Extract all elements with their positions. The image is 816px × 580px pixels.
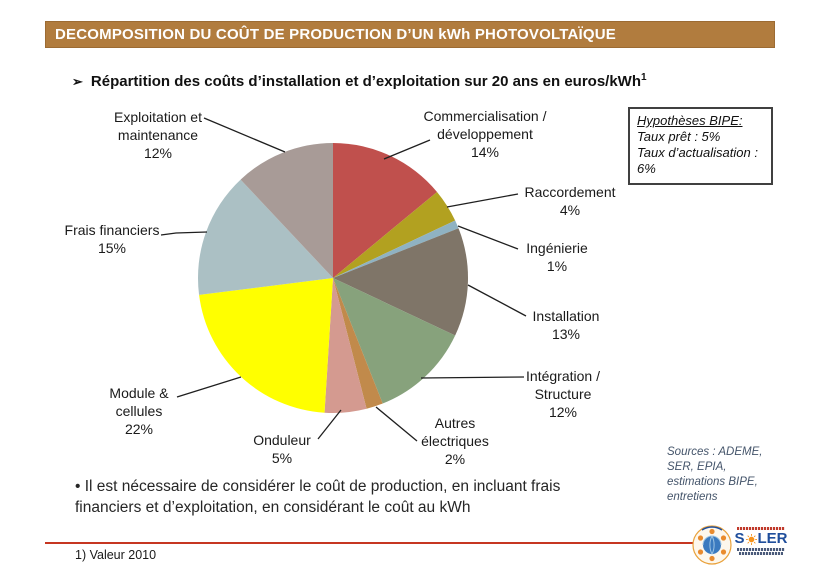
- pie-label-pct: 4%: [559, 202, 581, 218]
- pie-label-pct: 2%: [444, 451, 466, 467]
- pie-label-text: Intégration / Structure: [526, 368, 600, 402]
- footer-divider: [45, 542, 693, 544]
- soler-logo-subline: [737, 548, 785, 551]
- pie-label-text: Ingénierie: [526, 240, 588, 256]
- note-line: • Il est nécessaire de considérer le coût de production, en incluant frais: [75, 478, 561, 495]
- pie-label-pct: 14%: [470, 144, 500, 160]
- arrow-bullet-icon: ➢: [72, 74, 83, 89]
- note-line: financiers et d’exploitation, en considérant le coût au kWh: [75, 499, 471, 516]
- soler-text-post: LER: [757, 530, 788, 547]
- pie-label-text: Raccordement: [524, 184, 616, 200]
- soler-text-pre: S: [734, 530, 745, 547]
- pie-label-installation: [511, 307, 621, 343]
- pie-label-raccordement: [510, 183, 630, 219]
- page-title: DECOMPOSITION DU COÛT DE PRODUCTION D’UN kWh PHOTOVOLTAÏQUE: [55, 26, 616, 43]
- sources-line: Sources : ADEME,: [667, 446, 763, 458]
- pie-label-text: Exploitation et maintenance: [114, 109, 202, 143]
- soler-logo: [735, 524, 787, 555]
- hypotheses-line: 6%: [637, 161, 656, 176]
- hypotheses-box: [628, 107, 773, 185]
- logos: [692, 524, 787, 566]
- pie-label-text: Commercialisation / développement: [423, 108, 547, 142]
- pie-label-commercialisation: [410, 107, 560, 161]
- hypotheses-line: Taux d’actualisation :: [637, 145, 758, 160]
- pie-label-text: Module & cellules: [109, 385, 169, 419]
- pie-label-exploitation: [103, 108, 213, 162]
- leader-line-module: [177, 377, 241, 397]
- pie-label-text: Autres électriques: [421, 415, 489, 449]
- pie-label-text: Onduleur: [253, 432, 311, 448]
- sources-line: SER, EPIA,: [667, 461, 727, 473]
- leader-line-integration: [421, 377, 524, 378]
- pie-label-frais: [47, 221, 177, 257]
- sources-note: [667, 445, 785, 505]
- pie-label-text: Installation: [532, 308, 600, 324]
- sun-icon: [746, 534, 757, 545]
- pie-label-pct: 15%: [97, 240, 127, 256]
- leader-line-exploitation: [204, 118, 285, 152]
- leader-line-autres: [376, 407, 417, 441]
- footnote: 1) Valeur 2010: [75, 548, 157, 562]
- conclusion-note: [75, 476, 655, 518]
- soler-logo-wordmark: [735, 531, 788, 547]
- pie-label-pct: 12%: [143, 145, 173, 161]
- pie-label-ingenierie: [507, 239, 607, 275]
- pie-label-pct: 5%: [271, 450, 293, 466]
- globe-logo-icon: [692, 524, 732, 566]
- pie-label-autres: [415, 414, 495, 468]
- pie-label-pct: 12%: [548, 404, 578, 420]
- pie-slices: [198, 143, 468, 413]
- sources-line: entretiens: [667, 491, 718, 503]
- sources-line: estimations BIPE,: [667, 476, 758, 488]
- subtitle-superscript: 1: [641, 72, 647, 83]
- pie-label-pct: 22%: [124, 421, 154, 437]
- soler-logo-subline: [739, 552, 783, 555]
- hypotheses-heading: Hypothèses BIPE:: [637, 113, 743, 128]
- pie-label-integration: [519, 367, 607, 421]
- subtitle-text: Répartition des coûts d’installation et d’exploitation sur 20 ans en euros/kWh: [90, 73, 641, 90]
- pie-label-onduleur: [237, 431, 327, 467]
- hypotheses-line: Taux prêt : 5%: [637, 129, 721, 144]
- pie-label-text: Frais financiers: [64, 222, 160, 238]
- pie-label-pct: 13%: [551, 326, 581, 342]
- pie-label-pct: 1%: [546, 258, 568, 274]
- pie-slice-7: [199, 278, 333, 413]
- leader-line-raccordement: [447, 194, 518, 207]
- pie-label-module: [104, 384, 174, 438]
